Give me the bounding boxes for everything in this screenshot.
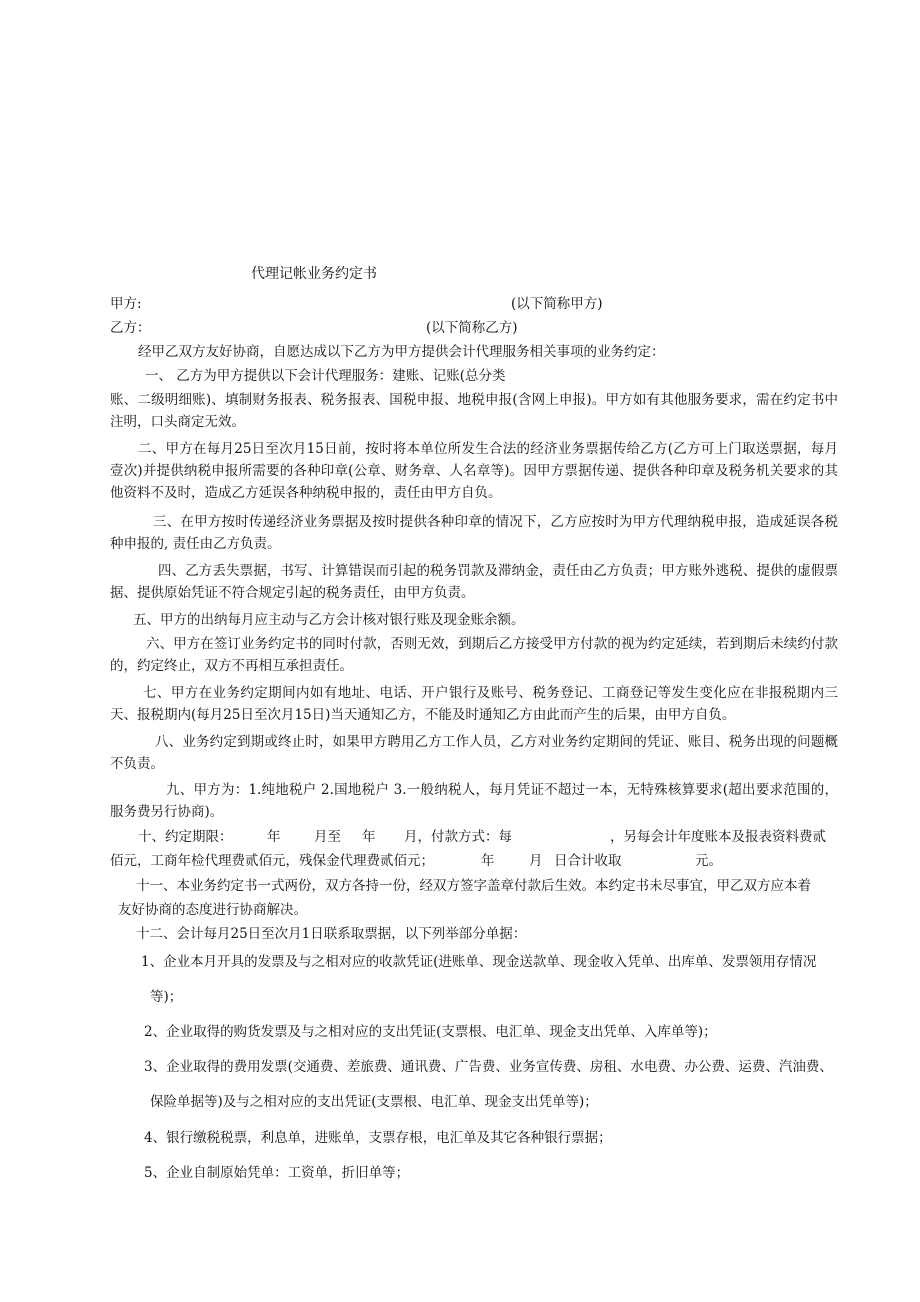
list-item-5: 5、企业自制原始凭单：工资单，折旧单等； <box>144 1165 410 1181</box>
clause-10-tail: ，另每会计年度账本及报表资料费贰 <box>610 829 826 845</box>
clause-10-year-3: 年 <box>481 853 495 869</box>
clause-4: 四、乙方丢失票据，书写、计算错误而引起的税务罚款及滞纳金，责任由乙方负责；甲方账外逃税、提供的虚假票据、提供原始凭证不符合规定引起的税务责任，由甲方负责。 <box>110 563 838 601</box>
clause-10-yuan: 元。 <box>695 853 722 869</box>
clause-6: 六、甲方在签订业务约定书的同时付款，否则无效，到期后乙方接受甲方付款的视为约定延续，若到期后未续约付款的，约定终止，双方不再相互承担责任。 <box>110 636 838 674</box>
clause-12: 十二、会计每月25日至次月1日联系取票据，以下列举部分单据： <box>136 926 527 942</box>
clause-8: 八、业务约定到期或终止时，如果甲方聘用乙方工作人员，乙方对业务约定期间的凭证、账目、税务出现的问题概不负责。 <box>110 734 838 772</box>
clause-10-line-2: 佰元，工商年检代理费贰佰元，残保金代理费贰佰元； <box>110 853 434 869</box>
clause-11-line-1: 十一、本业务约定书一式两份，双方各持一份，经双方签字盖章付款后生效。本约定书未尽事宜，甲乙双方应本着 <box>136 878 811 894</box>
clause-3: 三、在甲方按时传递经济业务票据及按时提供各种印章的情况下，乙方应按时为甲方代理纳税申报，造成延误各税种申报的, 责任由乙方负责。 <box>110 514 838 552</box>
clause-1-first-line: 一、 乙方为甲方提供以下会计代理服务：建账、记账(总分类 <box>145 368 506 384</box>
clause-7: 七、甲方在业务约定期间内如有地址、电话、开户银行及账号、税务登记、工商登记等发生变化应在非报税期内三天、报税期内(每月25日至次月15日)当天通知乙方，不能及时通知乙方由此而产生的后果，由甲方自负。 <box>110 685 838 723</box>
clause-10-month-pay: 月，付款方式：每 <box>404 829 512 845</box>
party-a-label: 甲方: <box>110 296 142 312</box>
list-item-2: 2、企业取得的购货发票及与之相对应的支出凭证(支票根、电汇单、现金支出凭单、入库单等)； <box>144 1024 717 1040</box>
list-item-3-continued: 保险单据等)及与之相对应的支出凭证(支票根、电汇单、现金支出凭单等)； <box>150 1094 598 1110</box>
list-item-3: 3、企业取得的费用发票(交通费、差旅费、通讯费、广告费、业务宣传费、房租、水电费、办公费、运费、汽油费、 <box>144 1059 833 1075</box>
list-item-1-continued: 等)； <box>150 989 183 1005</box>
clause-10-label: 十、约定期限： <box>138 829 233 845</box>
party-b-label: 乙方： <box>110 320 151 336</box>
clause-10-month-to: 月至 <box>314 829 341 845</box>
list-item-1: 1、企业本月开具的发票及与之相对应的收款凭证(进账单、现金送款单、现金收入凭单、出库单、发票领用存情况 <box>141 954 817 970</box>
clause-11-line-2: 友好协商的态度进行协商解决。 <box>118 902 307 918</box>
clause-9: 九、甲方为：1.纯地税户 2.国地税户 3.一般纳税人，每月凭证不超过一本，无特殊核算要求(超出要求范围的，服务费另行协商)。 <box>110 782 838 820</box>
clause-10-year-1: 年 <box>267 829 281 845</box>
clause-10-month-3: 月 <box>529 853 543 869</box>
intro-paragraph: 经甲乙双方友好协商，自愿达成以下乙方为甲方提供会计代理服务相关事项的业务约定： <box>138 344 665 360</box>
party-a-note: (以下简称甲方) <box>511 296 603 312</box>
clause-10-year-2: 年 <box>362 829 376 845</box>
clause-2: 二、甲方在每月25日至次月15日前，按时将本单位所发生合法的经济业务票据传给乙方(乙方可上门取送票据，每月壹次)并提供纳税申报所需要的各种印章(公章、财务章、人名章等)。因甲方票据传递、提供各种印章及税务机关要求的其他资料不及时，造成乙方延误各种纳税申报的，责任由甲方自负。 <box>110 441 838 501</box>
clause-10-day-total: 日合计收取 <box>554 853 622 869</box>
clause-1-body: 账、二级明细账)、填制财务报表、税务报表、国税申报、地税申报(含网上申报)。甲方如有其他服务要求，需在约定书中注明，口头商定无效。 <box>110 392 838 430</box>
clause-5: 五、甲方的出纳每月应主动与乙方会计核对银行账及现金账余额。 <box>133 612 525 628</box>
party-b-note: (以下简称乙方) <box>426 320 518 336</box>
document-title: 代理记帐业务约定书 <box>251 266 377 282</box>
list-item-4: 4、银行缴税税票，利息单，进账单，支票存根，电汇单及其它各种银行票据； <box>144 1130 612 1146</box>
